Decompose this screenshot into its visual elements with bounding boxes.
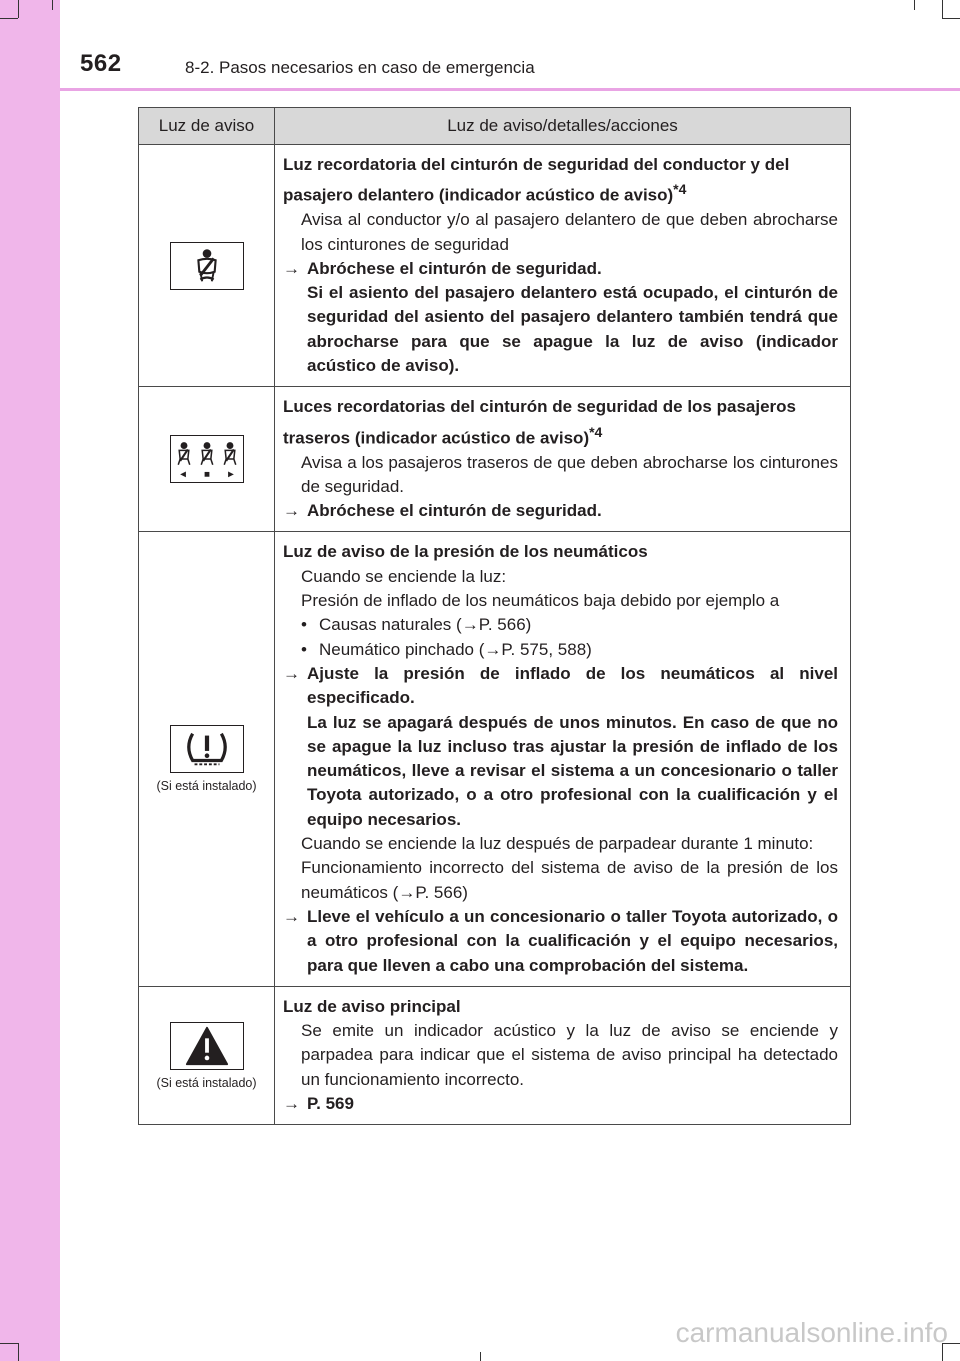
warning-action: → P. 569 [283, 1092, 838, 1116]
section-title: 8-2. Pasos necesarios en caso de emergencia [185, 58, 535, 77]
table-row [139, 532, 851, 986]
warning-action: → Abróchese el cinturón de seguridad. [283, 499, 838, 523]
crop-mark [942, 0, 943, 18]
crop-mark [18, 1343, 19, 1361]
warning-action-detail: La luz se apagará después de unos minutos. En caso de que no se apague la luz incluso tras ajustar la presión de inflado de los neumáticos, lleve a revisar el sistema a un concesionario o taller Toyota autorizado, o a otro profesional con la cualificación y el equipo necesarios. [307, 712, 838, 829]
condition-description: Presión de inflado de los neumáticos baja debido por ejemplo a [301, 591, 780, 611]
condition-description: Funcionamiento incorrecto del sistema de aviso de la presión de los neumáticos (→P. 566) [301, 858, 838, 902]
details-cell [275, 145, 851, 387]
crop-mark [0, 1343, 18, 1344]
tire-pressure-icon [170, 725, 244, 773]
table-row [139, 986, 851, 1124]
column-header-details: Luz de aviso/detalles/acciones [275, 108, 851, 145]
details-cell [275, 532, 851, 986]
warning-description: Avisa a los pasajeros traseros de que deben abrocharse los cinturones de seguridad. [301, 452, 838, 496]
warning-description: Avisa al conductor y/o al pasajero delantero de que deben abrocharse los cinturones de seguridad [301, 210, 838, 254]
list-item: • Causas naturales (→P. 566) [301, 615, 532, 635]
condition-text: Cuando se enciende la luz después de parpadear durante 1 minuto: [301, 834, 814, 854]
icon-cell [139, 986, 275, 1124]
arrow-icon: → [283, 906, 300, 926]
arrow-icon: → [398, 882, 416, 902]
warning-title: Luz de aviso de la presión de los neumáticos [283, 542, 648, 562]
warning-title: Luz de aviso principal [283, 996, 461, 1016]
warning-action: → Lleve el vehículo a un concesionario o taller Toyota autorizado, o a otro profesional con la cualificación y el equipo necesarios, para que lleven a cabo una comprobación del sistema. [283, 906, 838, 975]
crop-mark [18, 0, 19, 18]
arrow-icon: → [283, 1094, 300, 1113]
table-row [139, 145, 851, 387]
page-side-band [0, 0, 60, 1361]
warning-lights-table [138, 107, 851, 1125]
table-header-row [139, 108, 851, 145]
crop-mark [52, 0, 53, 10]
header-rule [60, 88, 960, 91]
seatbelt-icon [170, 242, 244, 290]
warning-description: Se emite un indicador acústico y la luz de aviso se enciende y parpadea para indicar que el sistema de aviso principal ha detectado un funcionamiento incorrecto. [301, 1021, 838, 1089]
crop-mark [942, 18, 960, 19]
rear-seatbelt-icon [170, 435, 244, 483]
arrow-icon: → [283, 258, 300, 278]
icon-note: (Si está instalado) [156, 779, 257, 794]
crop-mark [480, 1352, 481, 1361]
warning-action-detail: Si el asiento del pasajero delantero está ocupado, el cinturón de seguridad del asiento del pasajero delantero también tendrá que abrocharse para que se apague la luz de aviso (indicador acústico de aviso). [307, 283, 838, 376]
details-cell [275, 387, 851, 532]
arrow-icon: → [484, 639, 502, 659]
crop-mark [0, 18, 18, 19]
warning-title: Luz recordatoria del cinturón de seguridad del conductor y del pasajero delantero (indicador acústico de aviso)$^{*4}$ [283, 155, 790, 205]
icon-cell [139, 387, 275, 532]
warning-action: → Ajuste la presión de inflado de los neumáticos al nivel especificado. [283, 663, 838, 708]
warning-action: → Abróchese el cinturón de seguridad. [283, 257, 838, 281]
warning-title: Luces recordatorias del cinturón de seguridad de los pasajeros traseros (indicador acústico de aviso)$^{*4}$ [283, 397, 796, 448]
arrow-icon: → [283, 663, 300, 683]
condition-text: Cuando se enciende la luz: [301, 566, 507, 586]
icon-cell [139, 145, 275, 387]
table-row [139, 387, 851, 532]
arrow-icon: → [461, 615, 479, 635]
page-number: 562 [80, 50, 122, 77]
icon-note: (Si está instalado) [156, 1075, 257, 1090]
crop-mark [914, 0, 915, 10]
master-warning-icon [170, 1022, 244, 1070]
arrow-icon: → [283, 501, 300, 521]
watermark: carmanualsonline.info [675, 1317, 948, 1348]
icon-cell [139, 532, 275, 986]
list-item: • Neumático pinchado (→P. 575, 588) [301, 639, 592, 659]
details-cell [275, 986, 851, 1124]
column-header-light: Luz de aviso [139, 108, 275, 145]
